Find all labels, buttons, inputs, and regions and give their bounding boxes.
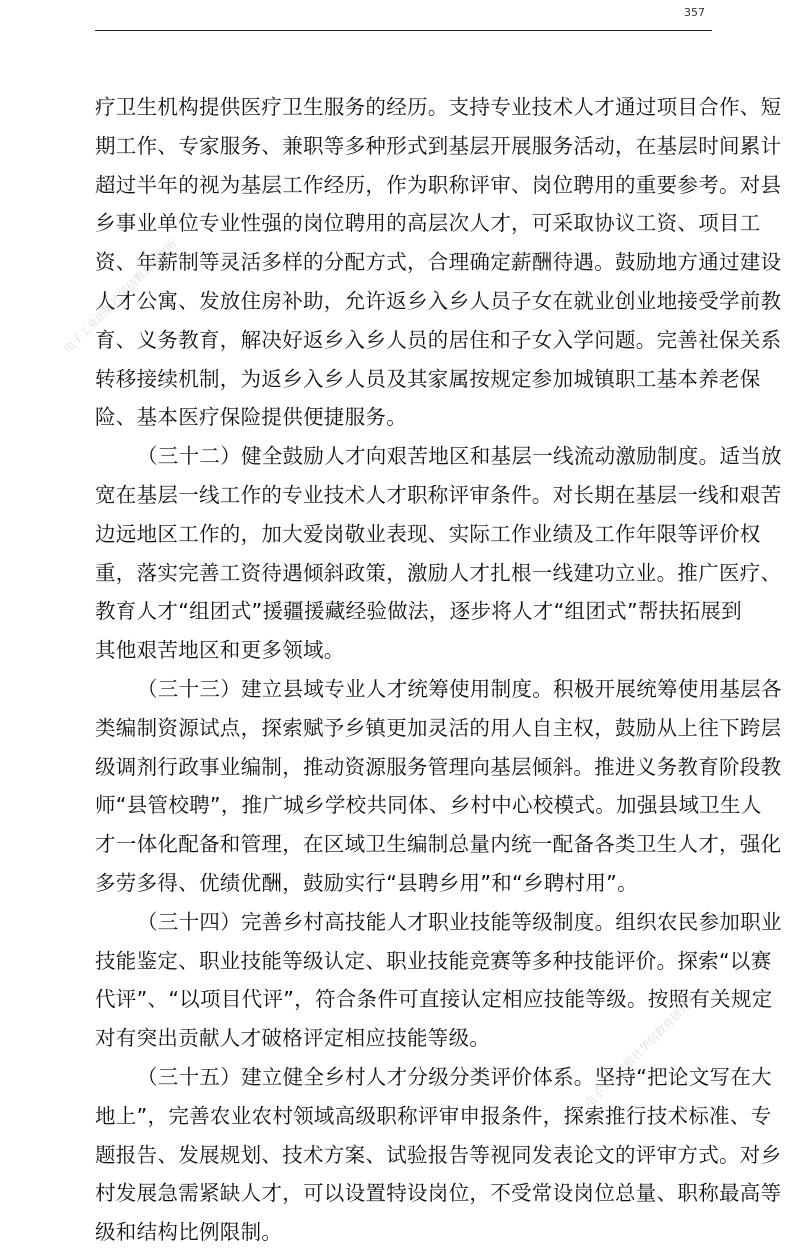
text-line: 多劳多得、优绩优酬，鼓励实行“县聘乡用”和“乡聘村用”。: [95, 870, 638, 895]
text-line: 乡事业单位专业性强的岗位聘用的高层次人才，可采取协议工资、项目工: [95, 211, 761, 236]
page-number: 357: [684, 6, 705, 19]
watermark: 电子工业出版社华信教育研究所: [61, 237, 180, 356]
text-line: 超过半年的视为基层工作经历，作为职称评审、岗位聘用的重要参考。对县: [95, 172, 782, 197]
text-line: （三十五）建立健全乡村人才分级分类评价体系。坚持“把论文写在大: [137, 1064, 772, 1089]
header-rule: [95, 30, 712, 31]
text-line: （三十三）建立县域专业人才统筹使用制度。积极开展统筹使用基层各: [137, 676, 782, 701]
text-line: （三十二）健全鼓励人才向艰苦地区和基层一线流动激励制度。适当放: [137, 444, 782, 469]
text-line: 类编制资源试点，探索赋予乡镇更加灵活的用人自主权，鼓励从上往下跨层: [95, 715, 782, 740]
text-line: 期工作、专家服务、兼职等多种形式到基层开展服务活动，在基层时间累计: [95, 133, 782, 158]
text-line: 资、年薪制等灵活多样的分配方式，合理确定薪酬待遇。鼓励地方通过建设: [95, 250, 782, 275]
text-line: 其他艰苦地区和更多领域。: [95, 638, 345, 663]
text-line: 对有突出贡献人才破格评定相应技能等级。: [95, 1026, 491, 1051]
text-line: 级和结构比例限制。: [95, 1220, 283, 1245]
text-line: 险、基本医疗保险提供便捷服务。: [95, 405, 407, 430]
watermark: 电子工业出版社华信教育研究所: [582, 991, 701, 1110]
text-line: 师“县管校聘”，推广城乡学校共同体、乡村中心校模式。加强县域卫生人: [95, 793, 762, 818]
text-line: 边远地区工作的，加大爱岗敬业表现、实际工作业绩及工作年限等评价权: [95, 521, 761, 546]
text-line: 宽在基层一线工作的专业技术人才职称评审条件。对长期在基层一线和艰苦: [95, 482, 782, 507]
text-line: 级调剂行政事业编制，推动资源服务管理向基层倾斜。推进义务教育阶段教: [95, 754, 782, 779]
text-line: 村发展急需紧缺人才，可以设置特设岗位，不受常设岗位总量、职称最高等: [95, 1181, 782, 1206]
document-body: [95, 88, 782, 1252]
text-line: 教育人才“组团式”援疆援藏经验做法，逐步将人才“组团式”帮扶拓展到: [95, 599, 742, 624]
text-line: 才一体化配备和管理，在区域卫生编制总量内统一配备各类卫生人才，强化: [95, 832, 782, 857]
text-line: （三十四）完善乡村高技能人才职业技能等级制度。组织农民参加职业: [137, 909, 782, 934]
text-line: 地上”，完善农业农村领域高级职称评审申报条件，探索推行技术标准、专: [95, 1103, 772, 1128]
text-line: 重，落实完善工资待遇倾斜政策，激励人才扎根一线建功立业。推广医疗、: [95, 560, 782, 585]
text-line: 人才公寓、发放住房补助，允许返乡入乡人员子女在就业创业地接受学前教: [95, 288, 782, 313]
text-line: 疗卫生机构提供医疗卫生服务的经历。支持专业技术人才通过项目合作、短: [95, 95, 782, 119]
text-line: 育、义务教育，解决好返乡入乡人员的居住和子女入学问题。完善社保关系: [95, 327, 782, 352]
text-line: 代评”、“以项目代评”，符合条件可直接认定相应技能等级。按照有关规定: [95, 987, 773, 1012]
text-line: 技能鉴定、职业技能等级认定、职业技能竞赛等多种技能评价。探索“以赛: [95, 948, 772, 973]
text-line: 转移接续机制，为返乡入乡人员及其家属按规定参加城镇职工基本养老保: [95, 366, 761, 391]
text-line: 题报告、发展规划、技术方案、试验报告等视同发表论文的评审方式。对乡: [95, 1142, 782, 1167]
